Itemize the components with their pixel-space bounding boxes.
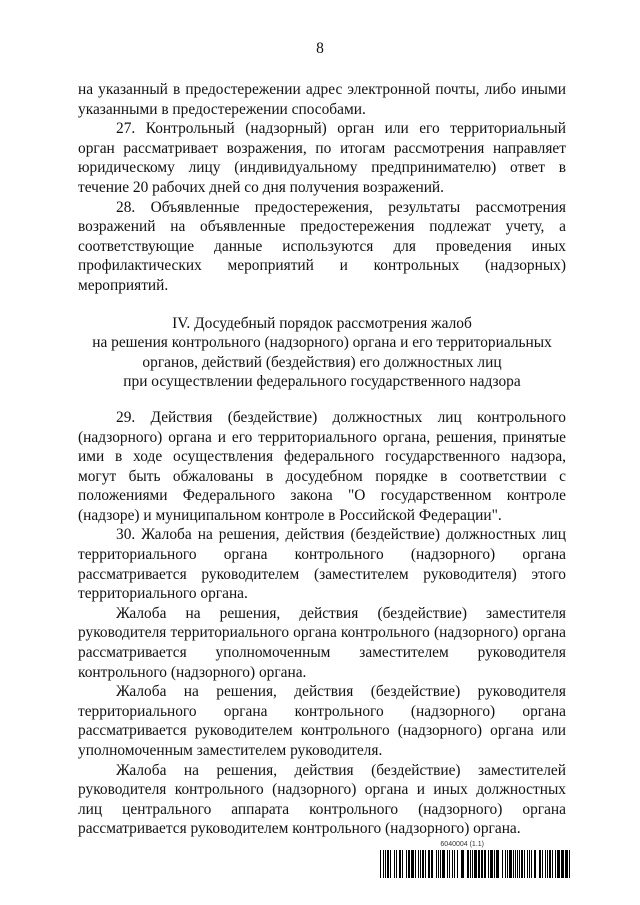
barcode-bar xyxy=(425,850,426,878)
barcode-bar xyxy=(539,850,541,878)
section-heading-line: IV. Досудебный порядок рассмотрения жалоб xyxy=(172,314,472,332)
barcode-caption: 6040004 (1.1) xyxy=(440,841,484,848)
barcode-bar xyxy=(454,850,455,878)
paragraph-complaint-deputy-territorial: Жалоба на решения, действия (бездействие) заместителя руководителя территориального органа контрольного (надзорного) органа рассматривается уполномоченным заместителем руководителя контрольного (надзорного) органа. xyxy=(78,604,566,681)
barcode-bar xyxy=(447,850,448,878)
barcode-bar xyxy=(521,850,523,878)
section-heading-line: при осуществлении федерального государственного надзора xyxy=(123,373,521,391)
barcode-bar xyxy=(442,850,445,878)
paragraph-continuation: на указанный в предостережении адрес электронной почты, либо иными указанными в предостережении способами. xyxy=(78,81,566,118)
paragraph-complaint-deputies-central: Жалоба на решения, действия (бездействие) заместителей руководителя контрольного (надзорного) органа и иных должностных лиц центрального аппарата контрольного (надзорного) органа рассматривается руководителем контрольного (надзорного) органа. xyxy=(78,761,566,838)
barcode-bar xyxy=(472,850,473,878)
document-body xyxy=(78,80,566,839)
barcode-bar xyxy=(422,850,424,878)
paragraph-30: 30. Жалоба на решения, действия (бездействие) должностных лиц территориального органа контрольного (надзорного) органа рассматривается руководителем (заместителем руководителя) этого территориального органа. xyxy=(78,526,566,603)
barcode-bar xyxy=(428,850,430,878)
barcode-bar xyxy=(527,850,528,878)
barcode-bar xyxy=(406,850,407,878)
barcode-icon xyxy=(380,850,570,878)
barcode-bar xyxy=(481,850,483,878)
barcode-bar xyxy=(461,850,464,878)
paragraph-27: 27. Контрольный (надзорный) орган или его территориальный орган рассматривает возражения, по итогам рассмотрения направляет юридическому лицу (индивидуальному предпринимателю) ответ в течение 20 рабочих дней со дня получения возражений. xyxy=(78,120,566,196)
paragraph-29: 29. Действия (бездействие) должностных лиц контрольного (надзорного) органа и его территориального органа, решения, принятые ими в ходе осуществления федерального государственного надзора, могут быть обжалованы в досудебном порядке в соответствии с положениями Федерального закона "О государственном контроле (надзоре) и муниципальном контроле в Российской Федерации". xyxy=(78,408,566,524)
section-heading-line: органов, действий (бездействия) его должностных лиц xyxy=(142,353,502,371)
barcode-bar xyxy=(408,850,410,878)
barcode-bar xyxy=(411,850,414,878)
barcode-bar xyxy=(415,850,416,878)
barcode-bar xyxy=(565,850,568,878)
barcode-bar xyxy=(440,850,441,878)
barcode-bar xyxy=(438,850,439,878)
barcode-bar xyxy=(545,850,546,878)
barcode-bar xyxy=(531,850,532,878)
barcode-bar xyxy=(569,850,570,878)
barcode-bar xyxy=(387,850,389,878)
barcode-block xyxy=(380,841,570,883)
barcode-bar xyxy=(436,850,437,878)
barcode-bar xyxy=(552,850,553,878)
barcode-bar xyxy=(561,850,564,878)
barcode-bar xyxy=(519,850,520,878)
barcode-bar xyxy=(517,850,518,878)
barcode-bar xyxy=(452,850,453,878)
barcode-bar xyxy=(524,850,525,878)
barcode-bar xyxy=(385,850,386,878)
barcode-bar xyxy=(490,850,493,878)
barcode-bar xyxy=(457,850,458,878)
barcode-bar xyxy=(484,850,486,878)
barcode-bar xyxy=(496,850,499,878)
paragraph-28: 28. Объявленные предостережения, результаты рассмотрения возражений на объявленные предостережения подлежат учету, а соответствующие данные используются для проведения иных профилактических мероприятий и контрольных (надзорных) мероприятий. xyxy=(78,198,566,294)
barcode-bar xyxy=(383,850,384,878)
barcode-bar xyxy=(449,850,450,878)
barcode-bar xyxy=(394,850,395,878)
barcode-bar xyxy=(557,850,560,878)
barcode-bar xyxy=(529,850,530,878)
barcode-bar xyxy=(534,850,536,878)
barcode-bar xyxy=(488,850,489,878)
barcode-bar xyxy=(399,850,401,878)
barcode-bar xyxy=(513,850,514,878)
section-heading-line: на решения контрольного (надзорного) органа и его территориальных xyxy=(92,334,552,352)
barcode-bar xyxy=(420,850,421,878)
paragraph-complaint-head-territorial: Жалоба на решения, действия (бездействие) руководителя территориального органа контрольного (надзорного) органа рассматривается руководителем контрольного (надзорного) органа или уполномоченным заместителем руководителя. xyxy=(78,683,566,759)
barcode-bar xyxy=(478,850,480,878)
barcode-bar xyxy=(418,850,419,878)
barcode-bar xyxy=(555,850,556,878)
page-number: 8 xyxy=(316,40,324,57)
barcode-bar xyxy=(509,850,512,878)
barcode-bar xyxy=(431,850,433,878)
barcode-bar xyxy=(507,850,508,878)
barcode-bar xyxy=(467,850,469,878)
barcode-bar xyxy=(380,850,381,878)
barcode-bar xyxy=(470,850,471,878)
barcode-bar xyxy=(505,850,506,878)
barcode-bar xyxy=(502,850,503,878)
barcode-bar xyxy=(402,850,403,878)
barcode-bar xyxy=(390,850,391,878)
barcode-bar xyxy=(396,850,397,878)
barcode-bar xyxy=(547,850,548,878)
barcode-bar xyxy=(549,850,551,878)
barcode-bar xyxy=(494,850,495,878)
barcode-bar xyxy=(474,850,477,878)
section-heading xyxy=(78,314,566,392)
barcode-bar xyxy=(515,850,516,878)
barcode-bar xyxy=(542,850,543,878)
